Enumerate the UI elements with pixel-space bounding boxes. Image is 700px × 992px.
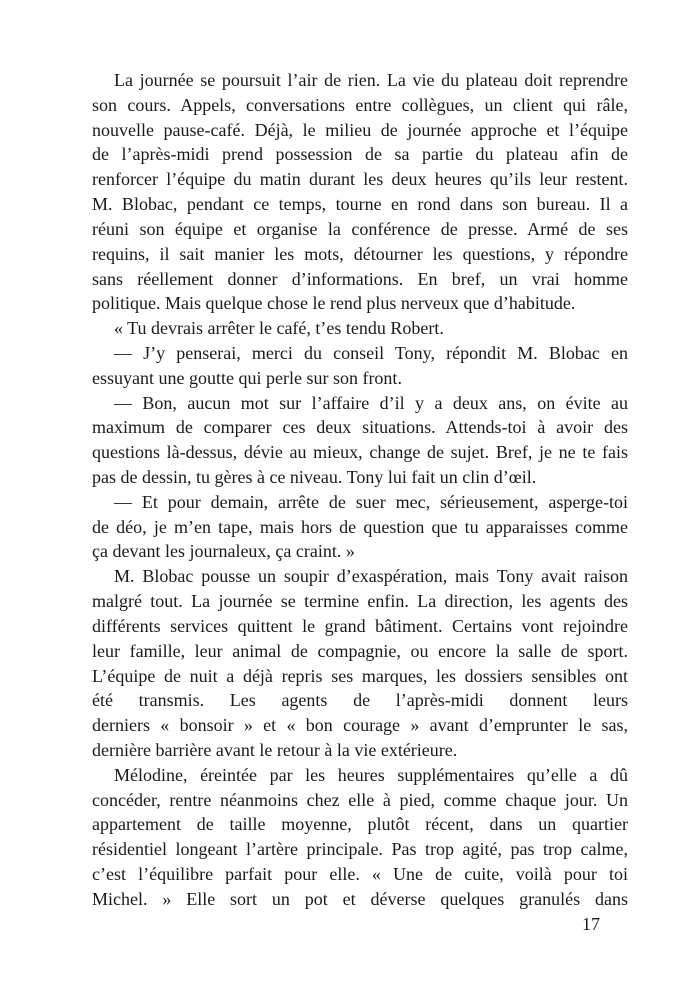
text-line: résidentiel longeant l’artère principale. Pas trop agité, pas trop calme, <box>92 839 628 860</box>
text-line: La journée se poursuit l’air de rien. La vie du plateau doit reprendre <box>114 70 628 90</box>
text-line: de l’après-midi prend possession de sa partie du plateau afin de <box>92 144 628 165</box>
text-line: appartement de taille moyenne, plutôt récent, dans un quartier <box>92 814 628 835</box>
text-line: L’équipe de nuit a déjà repris ses marques, les dossiers sensibles ont <box>92 665 628 686</box>
text-line: Mélodine, éreintée par les heures supplémentaires qu’elle a dû <box>114 764 628 785</box>
page-number: 17 <box>582 914 600 934</box>
text-line: requins, il sait manier les mots, détourner les questions, y répondre <box>92 243 628 264</box>
text-line: maximum de comparer ces deux situations. Attends-toi à avoir des <box>92 417 628 438</box>
text-line: réuni son équipe et organise la conférence de presse. Armé de ses <box>92 218 628 239</box>
text-line: — Bon, aucun mot sur l’affaire d’il y a deux ans, on évite au <box>114 392 628 413</box>
text-line: — J’y penserai, merci du conseil Tony, répondit M. Blobac en <box>114 342 628 363</box>
text-line: dernière barrière avant le retour à la vie extérieure. <box>92 739 458 760</box>
text-line: sans réellement donner d’informations. En bref, un vrai homme <box>92 268 628 289</box>
text-line: renforcer l’équipe du matin durant les deux heures qu’ils leur restent. <box>92 169 628 190</box>
page-text <box>92 68 628 912</box>
text-line: son cours. Appels, conversations entre collègues, un client qui râle, <box>92 94 628 115</box>
text-line: M. Blobac pousse un soupir d’exaspération, mais Tony avait raison <box>114 566 628 587</box>
text-line: différents services quittent le grand bâtiment. Certains vont rejoindre <box>92 615 628 636</box>
text-line: ça devant les journaleux, ça craint. » <box>92 541 355 562</box>
text-line: de déo, je m’en tape, mais hors de question que tu apparaisses comme <box>92 516 628 537</box>
text-line: politique. Mais quelque chose le rend plus nerveux que d’habitude. <box>92 293 576 314</box>
text-line: c’est l’équilibre parfait pour elle. « Une de cuite, voilà pour toi <box>92 864 628 884</box>
text-line: « Tu devrais arrêter le café, t’es tendu Robert. <box>114 318 444 339</box>
text-line: nouvelle pause-café. Déjà, le milieu de journée approche et l’équipe <box>92 119 628 140</box>
text-line: été transmis. Les agents de l’après-midi donnent leurs <box>92 690 628 711</box>
text-line: Michel. » Elle sort un pot et déverse quelques granulés dans <box>92 888 628 909</box>
text-line: leur famille, leur animal de compagnie, ou encore la salle de sport. <box>92 640 628 661</box>
text-line: malgré tout. La journée se termine enfin. La direction, les agents des <box>92 591 628 612</box>
text-line: M. Blobac, pendant ce temps, tourne en rond dans son bureau. Il a <box>92 194 628 215</box>
text-line: derniers « bonsoir » et « bon courage » avant d’emprunter le sas, <box>92 715 628 736</box>
text-line: essuyant une goutte qui perle sur son front. <box>92 367 402 388</box>
text-line: questions là-dessus, dévie au mieux, change de sujet. Bref, je ne te fais <box>92 442 628 463</box>
text-line: concéder, rentre néanmoins chez elle à pied, comme chaque jour. Un <box>92 789 628 810</box>
text-line: — Et pour demain, arrête de suer mec, sérieusement, asperge-toi <box>114 491 628 512</box>
text-line: pas de dessin, tu gères à ce niveau. Tony lui fait un clin d’œil. <box>92 467 537 487</box>
